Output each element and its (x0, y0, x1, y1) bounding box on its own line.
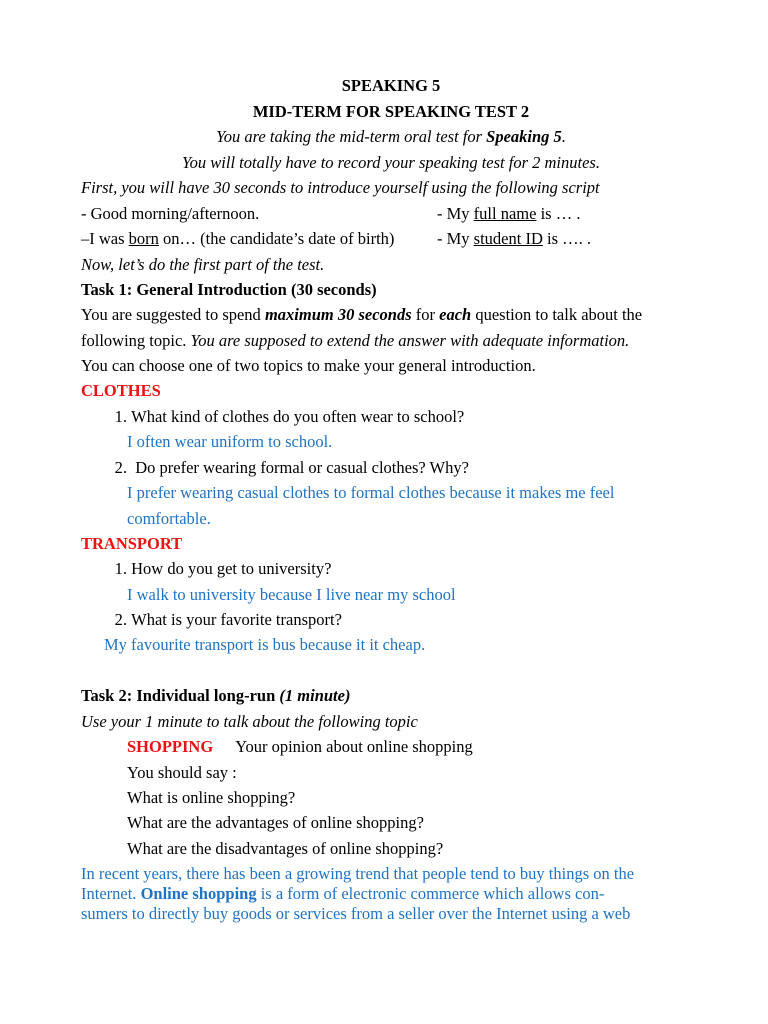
task1-para-3: You can choose one of two topics to make your general introduction. (81, 356, 536, 375)
answer-text: is a form of electronic commerce which allows con- (256, 884, 605, 903)
script-text: - My (437, 204, 474, 223)
task2-say: You should say : (127, 763, 237, 782)
script-text: is …. . (542, 229, 592, 248)
question-3 (81, 559, 331, 579)
topic-description: Your opinion about online shopping (235, 737, 473, 756)
answer-4: My favourite transport is bus because it it cheap. (104, 635, 426, 654)
task2-title (81, 686, 350, 706)
question-text: Do prefer wearing formal or casual clothes? Why? (131, 458, 469, 477)
script-text: - My (437, 229, 474, 248)
script-text: on… (the candidate’s date of birth) (158, 229, 395, 248)
script-line-2-left (81, 229, 394, 249)
task1-title: Task 1: General Introduction (30 seconds) (81, 280, 377, 299)
task2-answer-line-1: In recent years, there has been a growing trend that people tend to buy things on the (81, 864, 635, 883)
title-midterm: MID-TERM FOR SPEAKING TEST 2 (252, 102, 530, 121)
title-speaking: SPEAKING 5 (341, 76, 441, 95)
list-number: 1. (114, 407, 127, 426)
task2-title-duration: (1 minute) (279, 686, 351, 705)
topic-transport: TRANSPORT (81, 534, 183, 553)
intro-line-2: You will totally have to record your speaking test for 2 minutes. (182, 153, 600, 172)
list-number: 1. (114, 559, 127, 578)
script-underline: student ID (473, 229, 543, 248)
intro-period: . (561, 127, 566, 146)
question-1 (81, 407, 464, 427)
answer-text: Internet. (81, 884, 141, 903)
script-line-1-left: - Good morning/afternoon. (81, 204, 260, 223)
question-text: What kind of clothes do you often wear to school? (131, 407, 465, 426)
topic-clothes: CLOTHES (81, 381, 161, 400)
script-text: is … . (536, 204, 581, 223)
task1-para-2 (81, 331, 629, 351)
intro-line-3: First, you will have 30 seconds to introduce yourself using the following script (81, 178, 600, 197)
answer-2-line-2: comfortable. (127, 509, 211, 528)
task2-answer-line-3: sumers to directly buy goods or services from a seller over the Internet using a web (81, 904, 631, 923)
para-text: question to talk about the (471, 305, 643, 324)
script-underline: born (128, 229, 159, 248)
script-line-2-right (437, 229, 591, 249)
task2-title-text: Task 2: Individual long-run (81, 686, 280, 705)
script-line-1-right (437, 204, 580, 224)
task2-use: Use your 1 minute to talk about the following topic (81, 712, 418, 731)
script-now: Now, let’s do the first part of the test. (81, 255, 325, 274)
intro-text: You are taking the mid-term oral test for (216, 127, 487, 146)
question-4 (81, 610, 342, 630)
para-emph: You are supposed to extend the answer with adequate information. (190, 331, 630, 350)
para-emph: each (439, 305, 472, 324)
para-emph: maximum 30 seconds (264, 305, 412, 324)
task1-para-1 (81, 305, 642, 325)
question-text: What is your favorite transport? (131, 610, 342, 629)
para-text: following topic. (81, 331, 191, 350)
task2-point-3: What are the disadvantages of online shopping? (127, 839, 444, 858)
topic-shopping: SHOPPING (127, 737, 214, 756)
answer-3: I walk to university because I live near my school (127, 585, 456, 604)
intro-course: Speaking 5 (486, 127, 562, 146)
script-text: –I was (81, 229, 129, 248)
question-text: How do you get to university? (131, 559, 332, 578)
list-number: 2. (114, 610, 127, 629)
para-text: You are suggested to spend (81, 305, 265, 324)
task2-topic-line (127, 737, 473, 757)
list-number: 2. (114, 458, 127, 477)
task2-point-1: What is online shopping? (127, 788, 296, 807)
task2-answer-line-2 (81, 884, 604, 904)
task2-point-2: What are the advantages of online shopping? (127, 813, 424, 832)
answer-2-line-1: I prefer wearing casual clothes to formal clothes because it makes me feel (127, 483, 615, 502)
intro-line-1 (81, 127, 701, 147)
question-2 (81, 458, 469, 478)
script-underline: full name (473, 204, 537, 223)
answer-1: I often wear uniform to school. (127, 432, 333, 451)
answer-term: Online shopping (140, 884, 257, 903)
para-text: for (411, 305, 440, 324)
